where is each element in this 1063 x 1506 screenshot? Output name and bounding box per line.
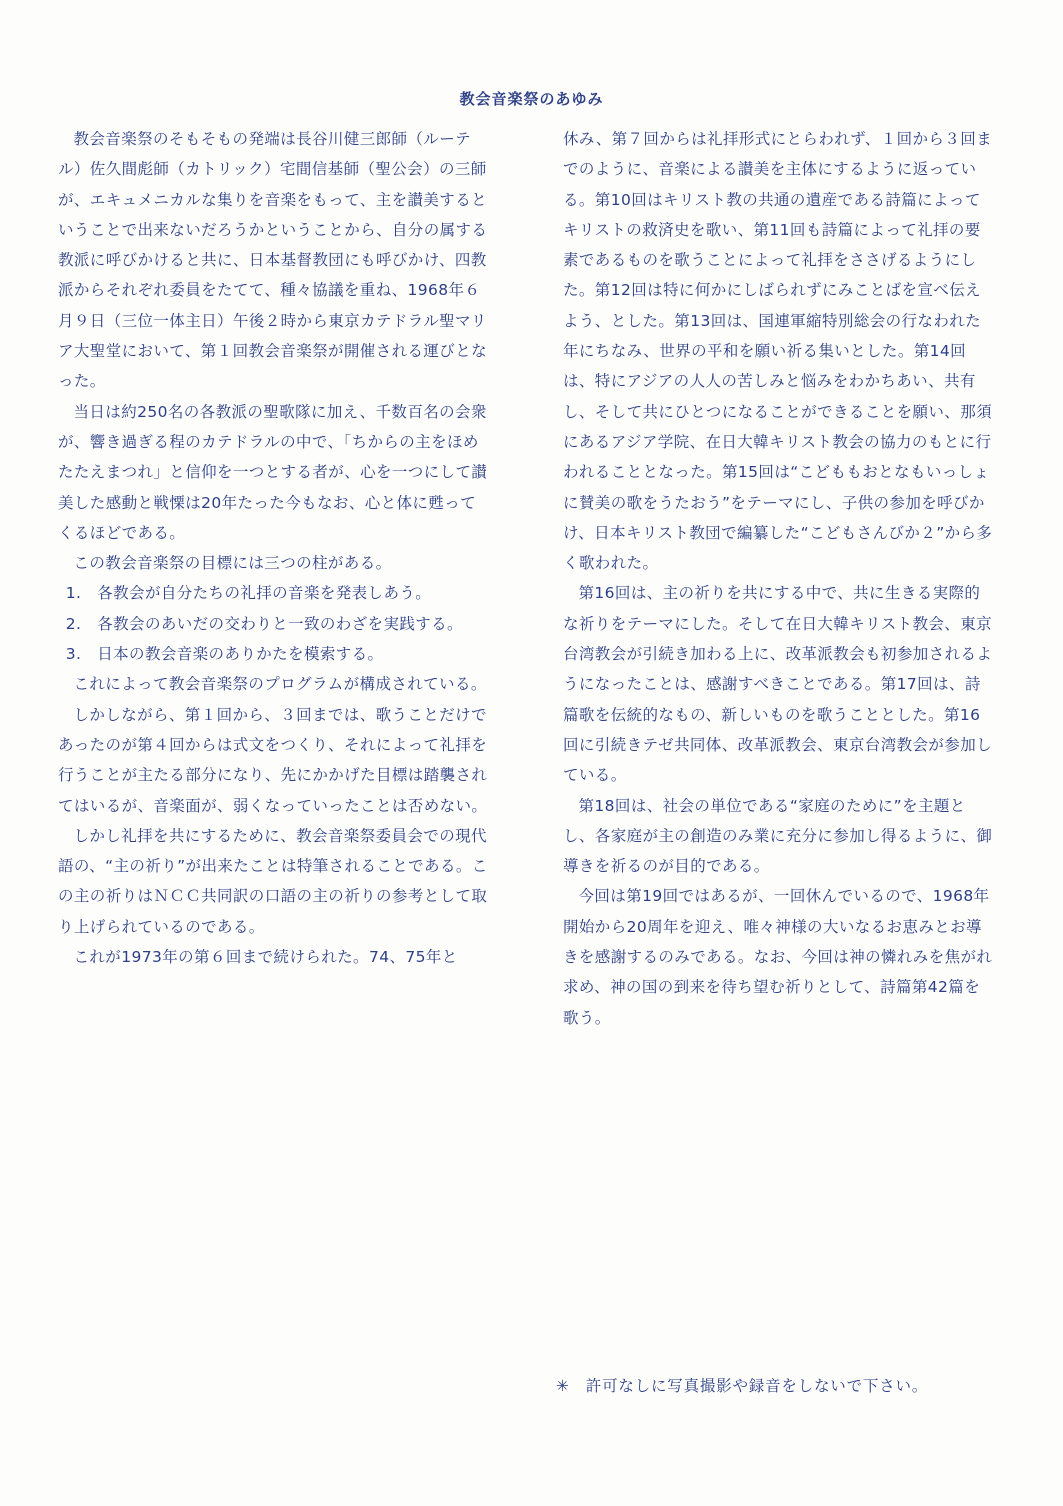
- paragraph-program: これによって教会音楽祭のプログラムが構成されている。: [73, 675, 487, 694]
- page-title: 教会音楽祭のあゆみ: [459, 90, 604, 108]
- asterisk-icon: ✳: [556, 1377, 570, 1395]
- goal-item-2: 2. 各教会のあいだの交わりと一致のわざを実践する。: [65, 614, 463, 633]
- paragraph-first-festival: 当日は約250名の各教派の聖歌隊に加え、千数百名の会衆が、響き過ぎる程のカテドラルの中で、「ちからの主をほめたたえまつれ」と信仰を一つとする者が、心を一つにして讃美した感動と戦慄は20年たった今もなお、心と体に甦ってくるほどである。: [58, 402, 488, 542]
- goal-item-1: 1. 各教会が自分たちの礼拝の音楽を発表しあう。: [65, 584, 432, 603]
- paragraph-19th: 今回は第19回ではあるが、一回休んでいるので、1968年開始から20周年を迎え、唯々神様の大いなるお恵みとお導きを感謝するのみである。なお、今回は神の憐れみを焦がれ求め、神の国の到来を待ち望む祈りとして、詩篇第42篇を歌う。: [563, 887, 993, 1027]
- paragraph-goals-intro: この教会音楽祭の目標には三つの柱がある。: [73, 554, 392, 573]
- left-column: [58, 124, 488, 972]
- paragraph-lords-prayer: しかし礼拝を共にするために、教会音楽祭委員会での現代語の、“主の祈り”が出来たことは特筆されることである。この主の祈りはＮＣＣ共同訳の口語の主の祈りの参考として取り上げられているのである。: [58, 826, 488, 936]
- paragraph-16th: 第16回は、主の祈りを共にする中で、共に生きる実際的な祈りをテーマにした。そして在日大韓キリスト教会、東京台湾教会が引続き加わる上に、改革派教会も初参加されるようになったことは、感謝すべきことである。第17回は、詩篇歌を伝統的なもの、新しいものを歌うこととした。第16回に引続きテゼ共同体、改革派教会、東京台湾教会が参加している。: [563, 584, 993, 785]
- footnote: [556, 1374, 928, 1396]
- right-column: [563, 124, 993, 1033]
- goal-item-3: 3. 日本の教会音楽のありかたを模索する。: [65, 645, 384, 664]
- paragraph-history: 休み、第７回からは礼拝形式にとらわれず、１回から３回までのように、音楽による讃美を主体にするように返っている。第10回はキリスト教の共通の遺産である詩篇によってキリストの救済史を歌い、第11回も詩篇によって礼拝の要素であるものを歌うことによって礼拝をささげるようにした。第12回は特に何かにしばられずにみことばを宣べ伝えよう、とした。第13回は、国連軍縮特別総会の行なわれた年にちなみ、世界の平和を願い祈る集いとした。第14回は、特にアジアの人人の苦しみと悩みをわかちあい、共有し、そして共にひとつになることができることを願い、那須にあるアジア学院、在日大韓キリスト教会の協力のもとに行われることとなった。第15回は“こどももおとなもいっしょに賛美の歌をうたおう”をテーマにし、子供の参加を呼びかけ、日本キリスト教団で編纂した“こどもさんびか２”から多く歌われた。: [563, 130, 993, 573]
- footnote-text: 許可なしに写真撮影や録音をしないで下さい。: [585, 1377, 929, 1395]
- paragraph-origin: 教会音楽祭のそもそもの発端は長谷川健三郎師（ルーテル）佐久間彪師（カトリック）宅間信基師（聖公会）の三師が、エキュメニカルな集りを音楽をもって、主を讃美するということで出来ないだろうかということから、自分の属する教派に呼びかけると共に、日本基督教団にも呼びかけ、四教派からそれぞれ委員をたてて、種々協議を重ね、1968年６月９日（三位一体主日）午後２時から東京カテドラル聖マリア大聖堂において、第１回教会音楽祭が開催される運びとなった。: [58, 130, 488, 391]
- paragraph-18th: 第18回は、社会の単位である“家庭のために”を主題とし、各家庭が主の創造のみ業に充分に参加し得るように、御導きを祈るのが目的である。: [563, 796, 993, 876]
- paragraph-continuation: これが1973年の第６回まで続けられた。74、75年と: [73, 948, 458, 967]
- paragraph-liturgy: しかしながら、第１回から、３回までは、歌うことだけであったのが第４回からは式文をつくり、それによって礼拝を行うことが主たる部分になり、先にかかげた目標は踏襲されてはいるが、音楽面が、弱くなっていったことは否めない。: [58, 705, 488, 815]
